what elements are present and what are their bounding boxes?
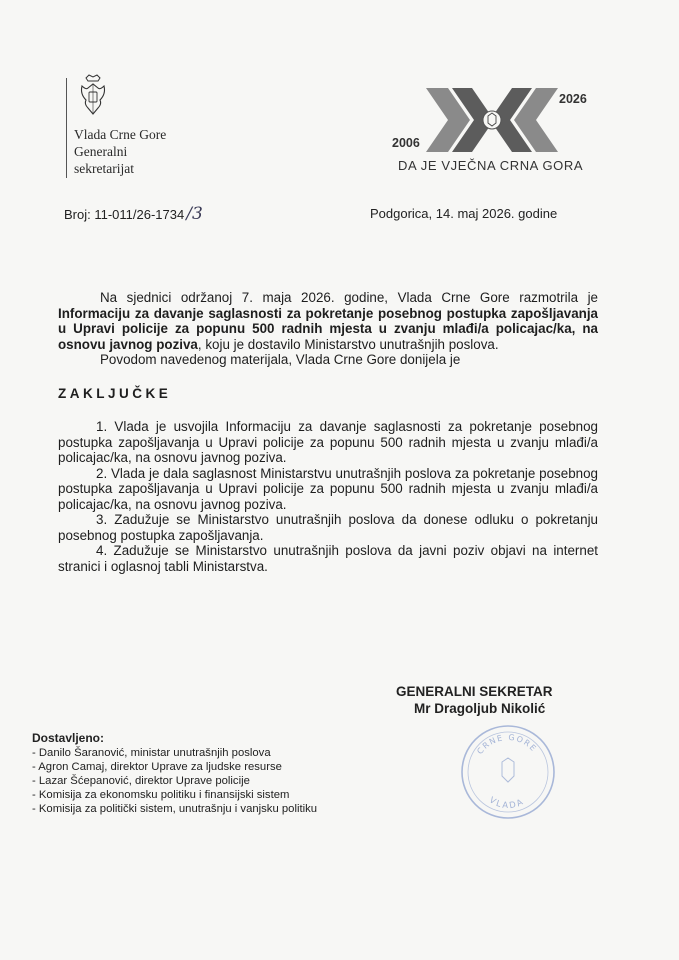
coat-of-arms-icon — [78, 74, 108, 118]
document-body — [58, 290, 598, 574]
emblem-year-end: 2026 — [559, 92, 587, 106]
conclusion-item: 1. Vlada je usvojila Informaciju za davanje saglasnosti za pokretanje posebnog postupka zapošljavanja u Upravi policije za popunu 500 radnih mjesta u zvanju mlađi/a policajac/ka, na osnovu javnog poziva. — [58, 419, 598, 465]
intro-lead: Na sjednici održanoj 7. maja 2026. godine, Vlada Crne Gore razmotrila je — [100, 290, 598, 305]
conclusions-heading: ZAKLJUČKE — [58, 385, 172, 401]
stamp-text: CRNE GORE — [475, 732, 539, 756]
conclusion-item: 3. Zadužuje se Ministarstvo unutrašnjih poslova da donese odluku o pokretanju posebnog postupka zapošljavanja. — [58, 512, 598, 543]
intro-bold: Informaciju za davanje saglasnosti za pokretanje posebnog postupka zapošljavanja u Upravi policije za popunu 500 radnih mjesta u zvanju mlađi/a policajac/ka, na osnovu javnog poziva — [58, 305, 598, 352]
reference-number-text: Broj: 11-011/26-1734 — [64, 207, 185, 222]
emblem-motto: DA JE VJEČNA CRNA GORA — [398, 158, 584, 173]
institution-line: Vlada Crne Gore — [74, 127, 167, 142]
distribution-item: - Komisija za ekonomsku politiku i finansijski sistem — [32, 789, 290, 801]
conclusion-item: 4. Zadužuje se Ministarstvo unutrašnjih poslova da javni poziv objavi na internet stranici i oglasnoj tabli Ministarstva. — [58, 543, 598, 574]
signatory-title: GENERALNI SEKRETAR — [396, 684, 553, 699]
stamp-text: VLADA — [487, 795, 527, 812]
distribution-item: - Lazar Šćepanović, direktor Uprave policije — [32, 775, 250, 787]
signatory-name: Mr Dragoljub Nikolić — [414, 701, 546, 716]
institution-name — [74, 126, 166, 177]
institution-line: Generalni — [74, 144, 128, 159]
emblem-year-start: 2006 — [392, 136, 420, 150]
intro-tail: , koju je dostavilo Ministarstvo unutrašnjih poslova. — [197, 336, 499, 352]
institution-line: sekretarijat — [74, 161, 134, 176]
signature-block — [396, 683, 553, 717]
header-divider — [66, 78, 67, 178]
distribution-item: - Danilo Šaranović, ministar unutrašnjih poslova — [32, 747, 271, 759]
distribution-title: Dostavljeno: — [32, 731, 105, 745]
distribution-list — [32, 731, 317, 816]
xx-emblem-icon — [422, 86, 562, 156]
reference-number — [64, 204, 203, 224]
conclusion-item: 2. Vlada je dala saglasnost Ministarstvu unutrašnjih poslova za pokretanje posebnog postupka zapošljavanja u Upravi policije za popunu 500 radnih mjesta u zvanju mlađi/a policajac/ka, na osnovu javnog poziva. — [58, 465, 598, 512]
place-date: Podgorica, 14. maj 2026. godine — [370, 206, 558, 221]
distribution-item: - Agron Camaj, direktor Uprave za ljudske resurse — [32, 761, 282, 773]
svg-text:CRNE GORE — [475, 733, 538, 756]
second-paragraph: Povodom navedenog materijala, Vlada Crne Gore donijela je — [100, 352, 461, 367]
intro-paragraph — [58, 290, 598, 352]
official-stamp-icon — [456, 718, 560, 826]
distribution-item: - Komisija za politički sistem, unutrašnju i vanjsku politiku — [32, 803, 318, 815]
handwritten-suffix: /3 — [186, 204, 203, 224]
anniversary-emblem — [392, 86, 602, 178]
